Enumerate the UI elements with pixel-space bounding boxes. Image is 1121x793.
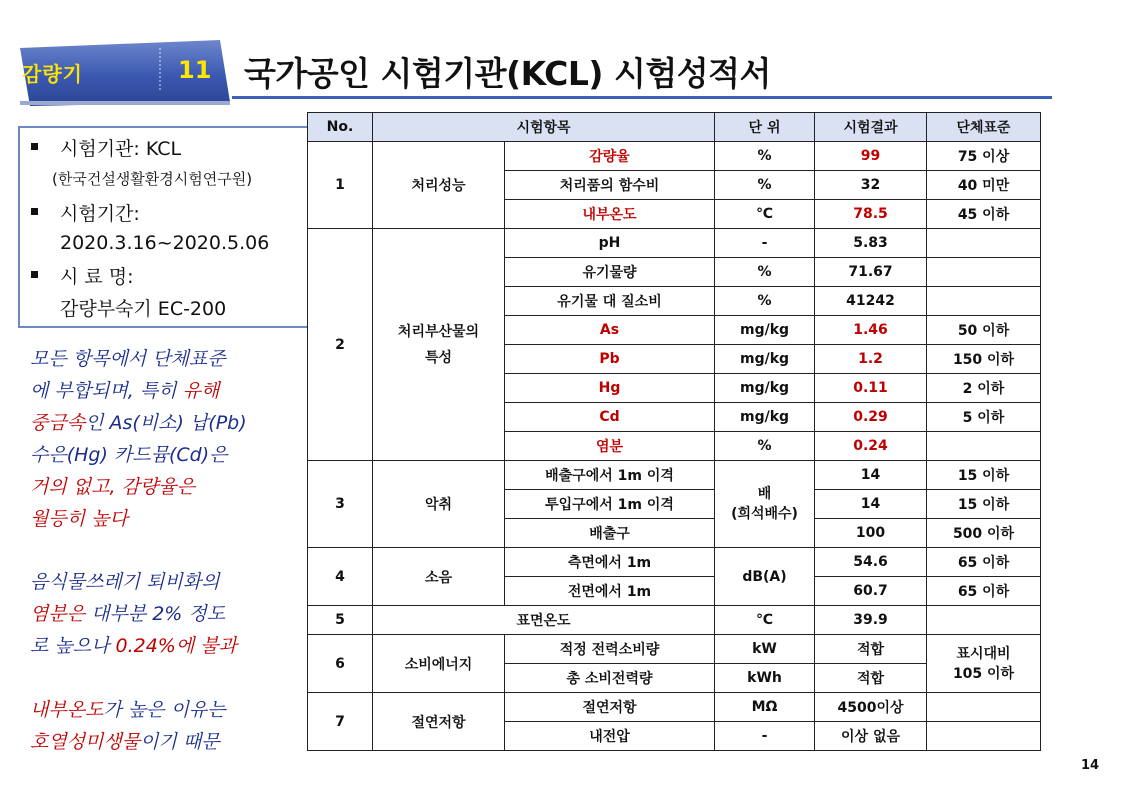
unit-line: 배 bbox=[757, 486, 772, 502]
row-result: 14 bbox=[815, 461, 927, 490]
row-standard bbox=[927, 432, 1041, 461]
row-item: 유기물 대 질소비 bbox=[505, 287, 715, 316]
header-result: 시험결과 bbox=[815, 113, 927, 142]
row-result: 100 bbox=[815, 519, 927, 548]
category-line: 처리부산물의 bbox=[397, 323, 480, 340]
row-unit: mg/kg bbox=[715, 316, 815, 345]
row-result: 54.6 bbox=[815, 548, 927, 577]
note-line bbox=[30, 630, 237, 662]
table-row bbox=[308, 606, 1041, 635]
note-highlight: 내부온도 bbox=[30, 699, 104, 721]
note-highlight: 중금속 bbox=[30, 412, 86, 434]
row-unit: % bbox=[715, 287, 815, 316]
row-standard: 75 이상 bbox=[927, 142, 1041, 171]
row-standard bbox=[927, 722, 1041, 751]
note-line bbox=[30, 694, 226, 726]
row-item: 유기물량 bbox=[505, 258, 715, 287]
note-temperature bbox=[30, 694, 226, 758]
row-standard bbox=[927, 693, 1041, 722]
row-unit bbox=[715, 461, 815, 548]
tab-underline bbox=[20, 101, 230, 105]
row-result: 78.5 bbox=[815, 200, 927, 229]
row-item: 절연저항 bbox=[505, 693, 715, 722]
row-item: As bbox=[505, 316, 715, 345]
row-item: pH bbox=[505, 229, 715, 258]
section-tab-label: 감량기 bbox=[22, 62, 83, 86]
row-result: 60.7 bbox=[815, 577, 927, 606]
row-no: 5 bbox=[308, 606, 373, 635]
row-result: 32 bbox=[815, 171, 927, 200]
bullet-icon bbox=[31, 143, 38, 150]
table-row bbox=[308, 548, 1041, 577]
row-unit: - bbox=[715, 722, 815, 751]
row-item: 투입구에서 1m 이격 bbox=[505, 490, 715, 519]
row-result: 1.2 bbox=[815, 345, 927, 374]
row-standard: 40 미만 bbox=[927, 171, 1041, 200]
bullet-icon bbox=[31, 271, 38, 278]
row-standard bbox=[927, 229, 1041, 258]
row-standard: 15 이하 bbox=[927, 490, 1041, 519]
row-standard: 150 이하 bbox=[927, 345, 1041, 374]
table-row bbox=[308, 461, 1041, 490]
row-item: 염분 bbox=[505, 432, 715, 461]
row-item: 배출구 bbox=[505, 519, 715, 548]
row-no: 7 bbox=[308, 693, 373, 751]
header-no: No. bbox=[308, 113, 373, 142]
row-item: Hg bbox=[505, 374, 715, 403]
header-unit: 단 위 bbox=[715, 113, 815, 142]
row-result: 5.83 bbox=[815, 229, 927, 258]
note-highlight: 0.24%에 불과 bbox=[115, 635, 237, 657]
note-text: 로 높으나 bbox=[30, 635, 116, 657]
note-text: 대부분 2% 정도 bbox=[85, 603, 226, 625]
row-unit: kWh bbox=[715, 664, 815, 693]
table-row bbox=[308, 229, 1041, 258]
row-result: 0.11 bbox=[815, 374, 927, 403]
note-line: 모든 항목에서 단체표준 bbox=[30, 348, 226, 370]
period-label: 시험기간: bbox=[60, 203, 140, 225]
note-highlight: 염분은 bbox=[30, 603, 86, 625]
row-unit: dB(A) bbox=[715, 548, 815, 606]
row-standard: 500 이하 bbox=[927, 519, 1041, 548]
row-unit: % bbox=[715, 258, 815, 287]
standard-line: 표시대비 bbox=[956, 645, 1011, 662]
row-no: 1 bbox=[308, 142, 373, 229]
note-text: 인 As(비소) 납(Pb) bbox=[85, 412, 247, 434]
note-line: 음식물쓰레기 퇴비화의 bbox=[30, 571, 220, 593]
row-item: Cd bbox=[505, 403, 715, 432]
row-unit: mg/kg bbox=[715, 374, 815, 403]
row-category: 절연저항 bbox=[373, 693, 505, 751]
table-row bbox=[308, 693, 1041, 722]
title-underline bbox=[232, 96, 1052, 99]
row-unit: ℃ bbox=[715, 606, 815, 635]
category-line: 특성 bbox=[424, 349, 453, 366]
row-result: 적합 bbox=[815, 664, 927, 693]
row-no: 3 bbox=[308, 461, 373, 548]
row-standard bbox=[927, 635, 1041, 693]
row-item: 감량율 bbox=[505, 142, 715, 171]
row-result: 1.46 bbox=[815, 316, 927, 345]
note-highlight: 유해 bbox=[182, 380, 220, 402]
row-no: 4 bbox=[308, 548, 373, 606]
note-highlight: 거의 없고, 감량율은 bbox=[30, 476, 195, 498]
row-result: 이상 없음 bbox=[815, 722, 927, 751]
row-standard bbox=[927, 606, 1041, 635]
row-category: 소비에너지 bbox=[373, 635, 505, 693]
row-item: 내부온도 bbox=[505, 200, 715, 229]
row-result: 14 bbox=[815, 490, 927, 519]
sample-label: 시 료 명: bbox=[60, 266, 134, 288]
table-row bbox=[308, 635, 1041, 664]
row-result: 39.9 bbox=[815, 606, 927, 635]
row-no: 2 bbox=[308, 229, 373, 461]
row-result: 71.67 bbox=[815, 258, 927, 287]
note-text: 에 부합되며, 특히 bbox=[30, 380, 183, 402]
note-text: 가 높은 이유는 bbox=[103, 699, 226, 721]
note-highlight: 호열성미생물 bbox=[30, 731, 141, 753]
row-standard: 15 이하 bbox=[927, 461, 1041, 490]
unit-line: (희석배수) bbox=[731, 506, 798, 522]
note-text: 이기 때문 bbox=[140, 731, 220, 753]
page-title: 국가공인 시험기관(KCL) 시험성적서 bbox=[244, 54, 771, 93]
row-standard: 2 이하 bbox=[927, 374, 1041, 403]
section-tab-number: 11 bbox=[178, 56, 212, 84]
row-unit: % bbox=[715, 142, 815, 171]
row-unit: % bbox=[715, 432, 815, 461]
row-category: 소음 bbox=[373, 548, 505, 606]
row-item: 총 소비전력량 bbox=[505, 664, 715, 693]
note-line bbox=[30, 407, 247, 439]
note-line bbox=[30, 598, 237, 630]
row-result: 0.29 bbox=[815, 403, 927, 432]
table-header-row bbox=[308, 113, 1041, 142]
row-standard: 65 이하 bbox=[927, 548, 1041, 577]
page-number: 14 bbox=[1081, 758, 1100, 773]
note-line bbox=[30, 375, 247, 407]
row-category: 처리성능 bbox=[373, 142, 505, 229]
lab-label: 시험기관: KCL bbox=[60, 138, 182, 160]
header-standard: 단체표준 bbox=[927, 113, 1041, 142]
row-unit: kW bbox=[715, 635, 815, 664]
note-line: 수은(Hg) 카드뮴(Cd)은 bbox=[30, 444, 228, 466]
row-unit: % bbox=[715, 171, 815, 200]
row-category: 악취 bbox=[373, 461, 505, 548]
test-results-table bbox=[307, 112, 1041, 751]
note-heavy-metals bbox=[30, 343, 247, 535]
row-item: 배출구에서 1m 이격 bbox=[505, 461, 715, 490]
period-value: 2020.3.16~2020.5.06 bbox=[60, 232, 270, 254]
row-item: 적정 전력소비량 bbox=[505, 635, 715, 664]
row-result: 99 bbox=[815, 142, 927, 171]
row-standard bbox=[927, 258, 1041, 287]
row-item: 측면에서 1m bbox=[505, 548, 715, 577]
lab-full-name: (한국건설생활환경시험연구원) bbox=[52, 170, 253, 188]
note-line bbox=[30, 726, 226, 758]
row-unit: mg/kg bbox=[715, 345, 815, 374]
row-standard bbox=[927, 287, 1041, 316]
row-result: 41242 bbox=[815, 287, 927, 316]
row-item: 내전압 bbox=[505, 722, 715, 751]
row-item: 처리품의 함수비 bbox=[505, 171, 715, 200]
row-item: 전면에서 1m bbox=[505, 577, 715, 606]
bullet-icon bbox=[31, 208, 38, 215]
row-unit: MΩ bbox=[715, 693, 815, 722]
header-item: 시험항목 bbox=[373, 113, 715, 142]
row-standard: 45 이하 bbox=[927, 200, 1041, 229]
row-unit: - bbox=[715, 229, 815, 258]
standard-line: 105 이하 bbox=[952, 665, 1015, 682]
row-standard: 5 이하 bbox=[927, 403, 1041, 432]
row-result: 4500이상 bbox=[815, 693, 927, 722]
row-category bbox=[373, 229, 505, 461]
table-row bbox=[308, 142, 1041, 171]
note-salinity bbox=[30, 566, 237, 662]
note-highlight: 월등히 높다 bbox=[30, 508, 128, 530]
row-result: 적합 bbox=[815, 635, 927, 664]
row-unit: ℃ bbox=[715, 200, 815, 229]
sample-value: 감량부숙기 EC-200 bbox=[60, 298, 227, 320]
row-result: 0.24 bbox=[815, 432, 927, 461]
row-no: 6 bbox=[308, 635, 373, 693]
row-item: Pb bbox=[505, 345, 715, 374]
row-standard: 65 이하 bbox=[927, 577, 1041, 606]
row-unit: mg/kg bbox=[715, 403, 815, 432]
row-category: 표면온도 bbox=[373, 606, 715, 635]
row-standard: 50 이하 bbox=[927, 316, 1041, 345]
